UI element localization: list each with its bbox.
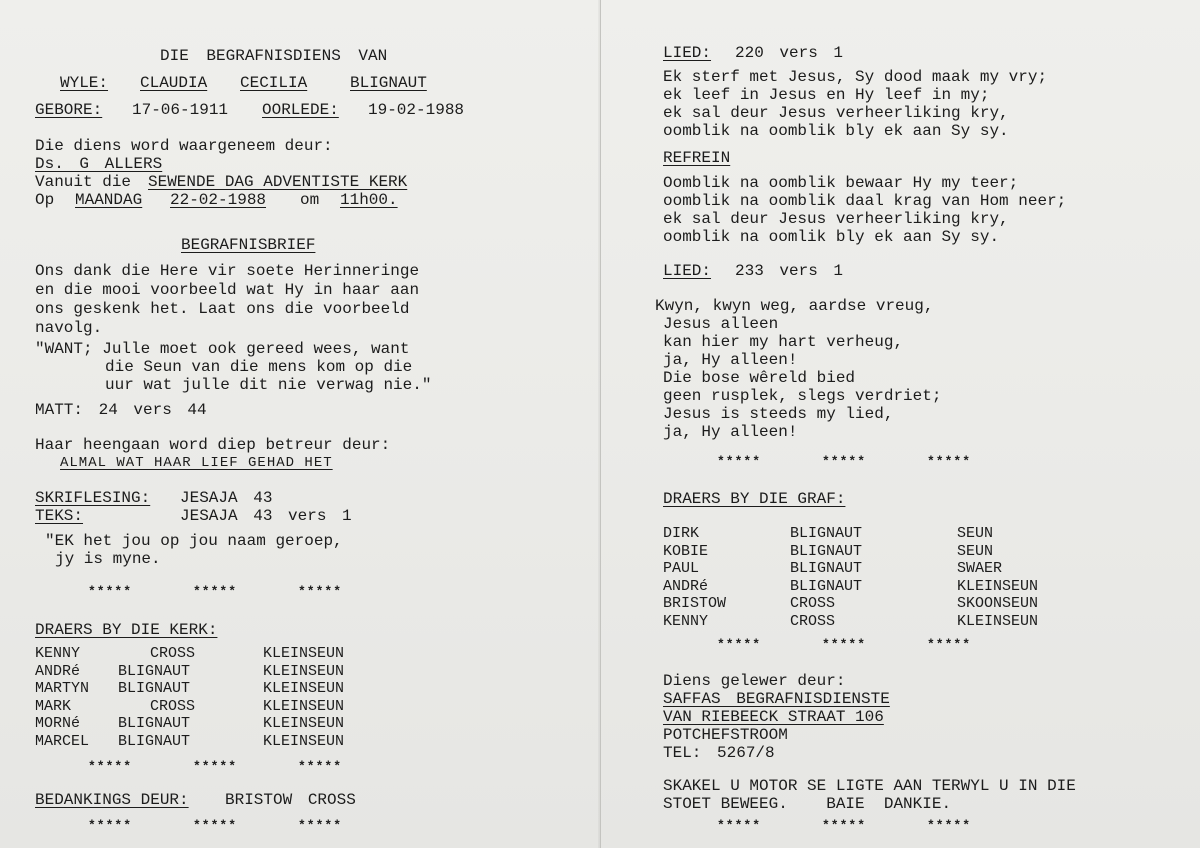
separator-stars: ***** xyxy=(298,818,343,833)
hymn2-line-4: ja, Hy alleen! xyxy=(663,351,798,369)
bearer-first-name: MARTYN xyxy=(35,680,90,697)
bearer-surname: CROSS xyxy=(150,697,196,715)
right-page xyxy=(601,0,1200,848)
hymn1-line-3: ek sal deur Jesus verheerliking kry, xyxy=(663,104,1009,122)
when-om: om xyxy=(300,191,320,209)
quote-line-3: uur wat julle dit nie verwag nie." xyxy=(105,376,432,394)
bearer-surname: BLIGNAUT xyxy=(790,560,863,577)
separator-stars: ***** xyxy=(717,454,762,469)
teks-label: TEKS: xyxy=(35,507,84,525)
bearer-first-name: KOBIE xyxy=(663,542,709,560)
bearer-relation: SEUN xyxy=(957,542,994,560)
service-provider-street: VAN RIEBEECK STRAAT 106 xyxy=(663,708,884,726)
bearer-relation: SWAER xyxy=(957,560,1003,577)
brief-line-1: Ons dank die Here vir soete Herinneringe xyxy=(35,262,420,280)
service-date: 22-02-1988 xyxy=(170,191,267,209)
when-op: Op xyxy=(35,191,55,209)
refrain-heading: REFREIN xyxy=(663,149,731,167)
bearer-relation: KLEINSEUN xyxy=(957,612,1039,630)
bearer-relation: KLEINSEUN xyxy=(263,662,345,680)
hymn2-line-2: Jesus alleen xyxy=(663,315,779,333)
bearer-relation: KLEINSEUN xyxy=(263,680,345,697)
bearer-surname: CROSS xyxy=(790,595,836,612)
officiant-intro: Die diens word waargeneem deur: xyxy=(35,137,333,155)
refrain-line-2: oomblik na oomblik daal krag van Hom neer; xyxy=(663,192,1067,210)
bearer-relation: KLEINSEUN xyxy=(957,577,1039,595)
brief-line-4: navolg. xyxy=(35,319,103,337)
separator-stars: ***** xyxy=(88,759,133,774)
separator-stars: ***** xyxy=(717,818,762,833)
teks-quote-line-1: "EK het jou op jou naam geroep, xyxy=(45,532,343,550)
separator-stars: ***** xyxy=(193,584,238,599)
service-provider-intro: Diens gelewer deur: xyxy=(663,672,846,690)
separator-stars: ***** xyxy=(927,637,972,652)
separator-stars: ***** xyxy=(927,454,972,469)
skriflesing-label: SKRIFLESING: xyxy=(35,489,151,507)
service-provider-name: SAFFAS BEGRAFNISDIENSTE xyxy=(663,690,890,708)
deceased-surname: BLIGNAUT xyxy=(350,74,427,92)
bearer-surname: BLIGNAUT xyxy=(118,732,191,750)
quote-line-1: "WANT; Julle moet ook gereed wees, want xyxy=(35,340,410,358)
graf-bearers-heading: DRAERS BY DIE GRAF: xyxy=(663,490,846,508)
gebore-label: GEBORE: xyxy=(35,101,103,119)
hymn1-line-1: Ek sterf met Jesus, Sy dood maak my vry; xyxy=(663,68,1048,86)
separator-stars: ***** xyxy=(193,818,238,833)
notice-line-2: STOET BEWEEG. BAIE DANKIE. xyxy=(663,795,952,813)
separator-stars: ***** xyxy=(193,759,238,774)
bearer-surname: BLIGNAUT xyxy=(118,662,191,680)
bearer-first-name: KENNY xyxy=(663,612,709,630)
separator-stars: ***** xyxy=(717,637,762,652)
teks-reference: JESAJA 43 vers 1 xyxy=(180,507,352,525)
thanks-label: BEDANKINGS DEUR: xyxy=(35,791,189,809)
bearer-first-name: ANDRé xyxy=(35,662,81,680)
hymn2-line-1: Kwyn, kwyn weg, aardse vreug, xyxy=(655,297,934,315)
separator-stars: ***** xyxy=(88,818,133,833)
bearer-surname: BLIGNAUT xyxy=(790,577,863,595)
notice-line-1: SKAKEL U MOTOR SE LIGTE AAN TERWYL U IN DIE xyxy=(663,777,1076,795)
service-day: MAANDAG xyxy=(75,191,143,209)
hymn1-reference: 220 vers 1 xyxy=(735,44,844,62)
venue-prefix: Vanuit die xyxy=(35,173,132,191)
bearer-surname: CROSS xyxy=(790,612,836,630)
wyle-label: WYLE: xyxy=(60,74,109,92)
service-time: 11h00. xyxy=(340,191,398,209)
separator-stars: ***** xyxy=(927,818,972,833)
hymn2-line-5: Die bose wêreld bied xyxy=(663,369,856,387)
hymn2-reference: 233 vers 1 xyxy=(735,262,844,280)
hymn2-label: LIED: xyxy=(663,262,712,280)
bearer-relation: SEUN xyxy=(957,525,994,542)
brief-line-3: ons geskenk het. Laat ons die voorbeeld xyxy=(35,300,410,318)
separator-stars: ***** xyxy=(822,454,867,469)
gebore-date: 17-06-1911 xyxy=(132,101,229,119)
teks-quote-line-2: jy is myne. xyxy=(55,550,161,568)
bearer-first-name: MARCEL xyxy=(35,732,90,750)
oorlede-label: OORLEDE: xyxy=(262,101,339,119)
bearer-relation: KLEINSEUN xyxy=(263,732,345,750)
hymn1-line-4: oomblik na oomblik bly ek aan Sy sy. xyxy=(663,122,1009,140)
bearer-surname: BLIGNAUT xyxy=(118,680,191,697)
refrain-line-3: ek sal deur Jesus verheerliking kry, xyxy=(663,210,1009,228)
quote-reference: MATT: 24 vers 44 xyxy=(35,401,207,419)
separator-stars: ***** xyxy=(88,584,133,599)
venue-name: SEWENDE DAG ADVENTISTE KERK xyxy=(148,173,408,191)
hymn1-line-2: ek leef in Jesus en Hy leef in my; xyxy=(663,86,990,104)
bearer-first-name: DIRK xyxy=(663,525,700,542)
hymn2-line-3: kan hier my hart verheug, xyxy=(663,333,904,351)
oorlede-date: 19-02-1988 xyxy=(368,101,465,119)
brief-heading: BEGRAFNISBRIEF xyxy=(181,236,316,254)
hymn1-label: LIED: xyxy=(663,44,712,62)
mourn-by: ALMAL WAT HAAR LIEF GEHAD HET xyxy=(60,455,333,471)
service-provider-town: POTCHEFSTROOM xyxy=(663,726,788,744)
bearer-first-name: MARK xyxy=(35,697,72,715)
quote-line-2: die Seun van die mens kom op die xyxy=(105,358,413,376)
bearer-relation: KLEINSEUN xyxy=(263,697,345,715)
bearer-first-name: KENNY xyxy=(35,645,81,662)
bearer-surname: BLIGNAUT xyxy=(790,542,863,560)
thanks-by: BRISTOW CROSS xyxy=(225,791,356,809)
separator-stars: ***** xyxy=(822,637,867,652)
separator-stars: ***** xyxy=(298,759,343,774)
bearer-first-name: BRISTOW xyxy=(663,595,727,612)
separator-stars: ***** xyxy=(822,818,867,833)
service-provider-phone: TEL: 5267/8 xyxy=(663,744,775,762)
hymn2-line-7: Jesus is steeds my lied, xyxy=(663,405,894,423)
mourn-intro: Haar heengaan word diep betreur deur: xyxy=(35,436,391,454)
brief-line-2: en die mooi voorbeeld wat Hy in haar aan xyxy=(35,281,420,299)
hymn2-line-8: ja, Hy alleen! xyxy=(663,423,798,441)
bearer-surname: BLIGNAUT xyxy=(118,715,191,732)
bearer-relation: KLEINSEUN xyxy=(263,645,345,662)
bearer-surname: CROSS xyxy=(150,645,196,662)
deceased-middle-name: CECILIA xyxy=(240,74,308,92)
bearer-first-name: PAUL xyxy=(663,560,700,577)
refrain-line-1: Oomblik na oomblik bewaar Hy my teer; xyxy=(663,174,1019,192)
officiant-name: Ds. G ALLERS xyxy=(35,155,163,173)
refrain-line-4: oomblik na oomlik bly ek aan Sy sy. xyxy=(663,228,1000,246)
bearer-first-name: MORNé xyxy=(35,715,81,732)
service-title: DIE BEGRAFNISDIENS VAN xyxy=(160,47,388,65)
hymn2-line-6: geen rusplek, slegs verdriet; xyxy=(663,387,942,405)
bearer-relation: KLEINSEUN xyxy=(263,715,345,732)
bearer-first-name: ANDRé xyxy=(663,577,709,595)
separator-stars: ***** xyxy=(298,584,343,599)
bearer-surname: BLIGNAUT xyxy=(790,525,863,542)
kerk-bearers-heading: DRAERS BY DIE KERK: xyxy=(35,621,218,639)
deceased-first-name: CLAUDIA xyxy=(140,74,208,92)
skriflesing-reference: JESAJA 43 xyxy=(180,489,273,507)
bearer-relation: SKOONSEUN xyxy=(957,595,1039,612)
